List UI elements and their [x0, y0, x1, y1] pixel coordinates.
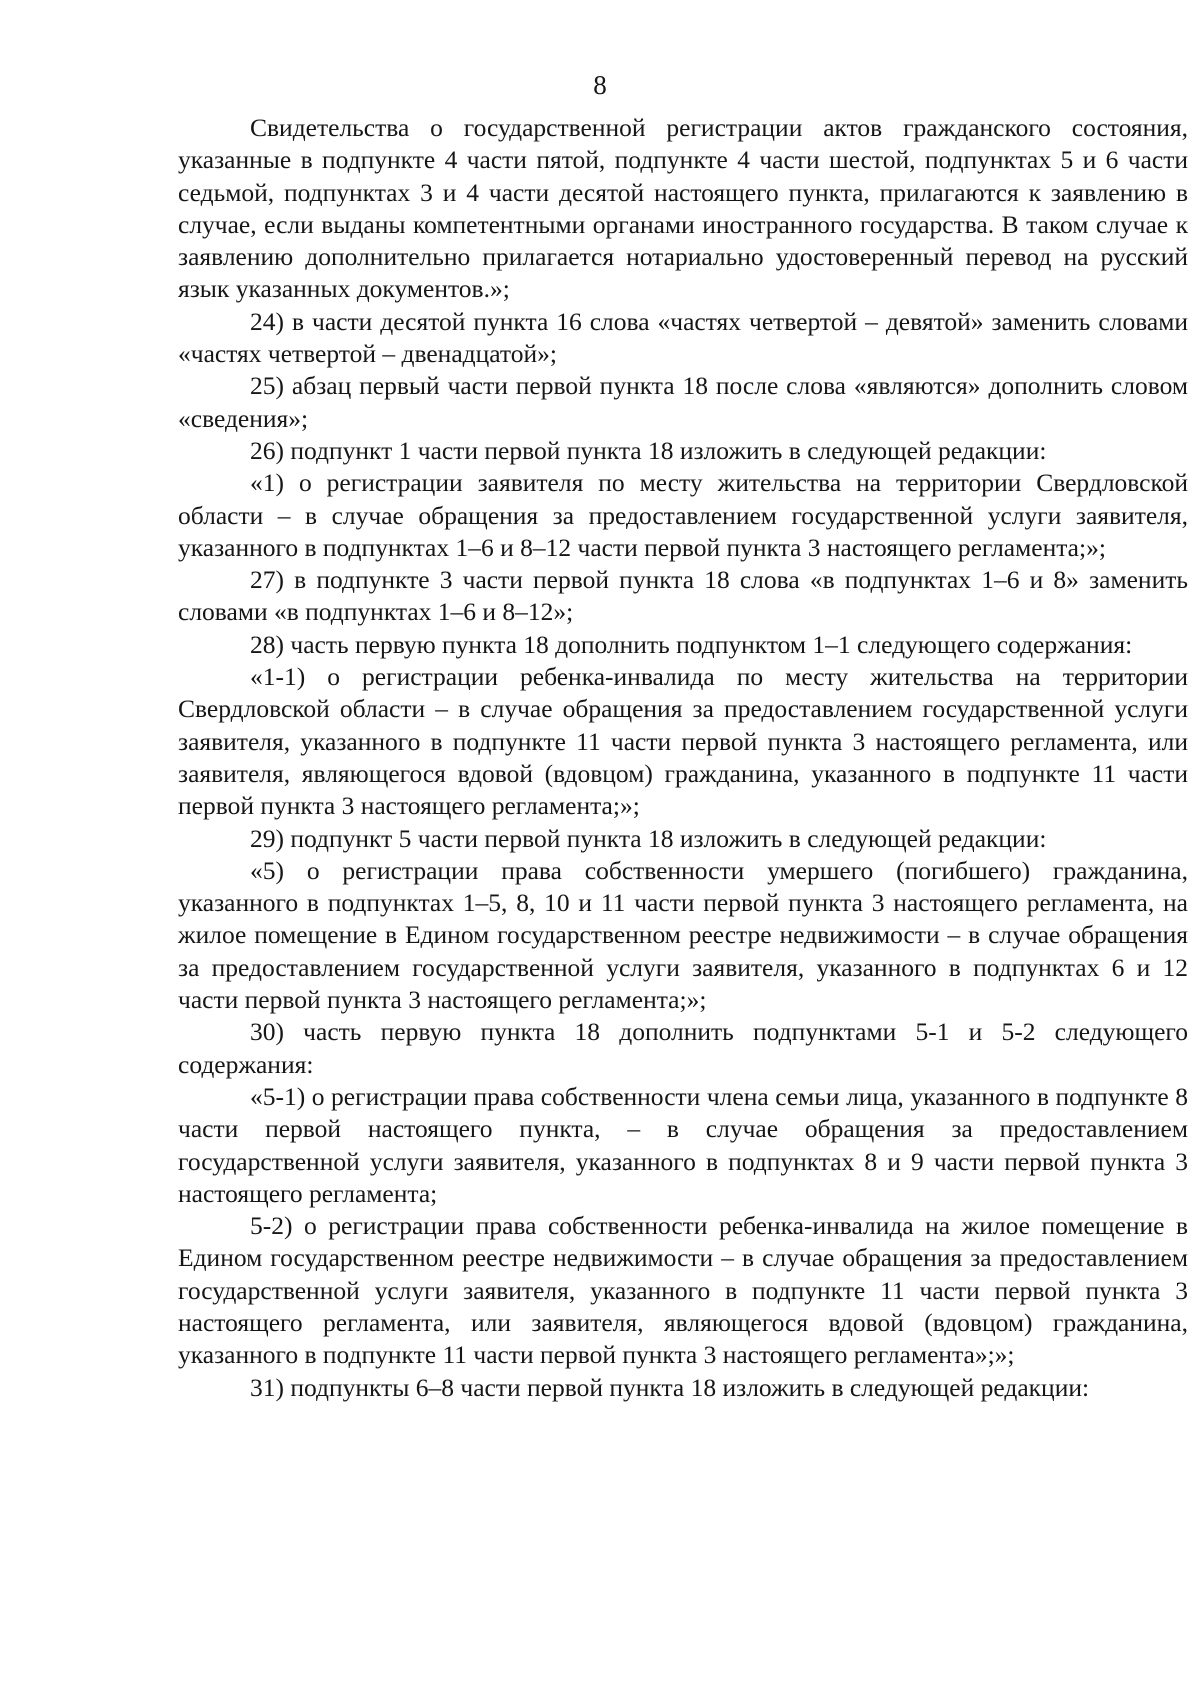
paragraph: 29) подпункт 5 части первой пункта 18 изложить в следующей редакции:: [250, 823, 1047, 853]
paragraph: 5-2) о регистрации права собственности ребенка-инвалида на жилое помещение в Едином государственном реестре недвижимости – в случае обращения за предоставлением государственной услуги заявителя, указанного в подпункте 11 части первой пункта 3 настоящего регламента, или заявителя, являющегося вдовой (вдовцом) гражданина, указанного в подпункте 11 части первой пункта 3 настоящего регламента»;»;: [178, 1211, 1188, 1370]
paragraph: 24) в части десятой пункта 16 слова «частях четвертой – девятой» заменить словами «частях четвертой – двенадцатой»;: [178, 306, 1188, 369]
page-number: 8: [593, 70, 607, 100]
paragraph: «5) о регистрации права собственности умершего (погибшего) гражданина, указанного в подпунктах 1–5, 8, 10 и 11 части первой пункта 3 настоящего регламента, на жилое помещение в Едином государственном реестре недвижимости – в случае обращения за предоставлением государственной услуги заявителя, указанного в подпунктах 6 и 12 части первой пункта 3 настоящего регламента;»;: [178, 855, 1188, 1015]
paragraph: 26) подпункт 1 части первой пункта 18 изложить в следующей редакции:: [250, 435, 1047, 465]
paragraph: Свидетельства о государственной регистрации актов гражданского состояния, указанные в подпункте 4 части пятой, подпункте 4 части шестой, подпунктах 5 и 6 части седьмой, подпунктах 3 и 4 части десятой настоящего пункта, прилагаются к заявлению в случае, если выданы компетентными органами иностранного государства. В таком случае к заявлению дополнительно прилагается нотариально удостоверенный перевод на русский язык указанных документов.»;: [178, 113, 1188, 304]
paragraph: 30) часть первую пункта 18 дополнить подпунктами 5-1 и 5-2 следующего содержания:: [178, 1017, 1188, 1079]
paragraph: 25) абзац первый части первой пункта 18 после слова «являются» дополнить словом «сведения»;: [178, 371, 1188, 433]
paragraph: «5-1) о регистрации права собственности члена семьи лица, указанного в подпункте 8 части первой настоящего пункта, – в случае обращения за предоставлением государственной услуги заявителя, указанного в подпунктах 8 и 9 части первой пункта 3 настоящего регламента;: [178, 1081, 1188, 1208]
paragraph: 28) часть первую пункта 18 дополнить подпунктом 1–1 следующего содержания:: [250, 629, 1133, 659]
document-body: [178, 112, 1188, 1404]
paragraph: «1) о регистрации заявителя по месту жительства на территории Свердловской области – в случае обращения за предоставлением государственной услуги заявителя, указанного в подпунктах 1–6 и 8–12 части первой пункта 3 настоящего регламента;»;: [178, 468, 1188, 562]
paragraph: «1-1) о регистрации ребенка-инвалида по месту жительства на территории Свердловской области – в случае обращения за предоставлением государственной услуги заявителя, указанного в подпункте 11 части первой пункта 3 настоящего регламента, или заявителя, являющегося вдовой (вдовцом) гражданина, указанного в подпункте 11 части первой пункта 3 настоящего регламента;»;: [178, 662, 1188, 821]
paragraph: 27) в подпункте 3 части первой пункта 18 слова «в подпунктах 1–6 и 8» заменить словами «в подпунктах 1–6 и 8–12»;: [178, 565, 1188, 627]
paragraph: 31) подпункты 6–8 части первой пункта 18 изложить в следующей редакции:: [250, 1372, 1090, 1402]
